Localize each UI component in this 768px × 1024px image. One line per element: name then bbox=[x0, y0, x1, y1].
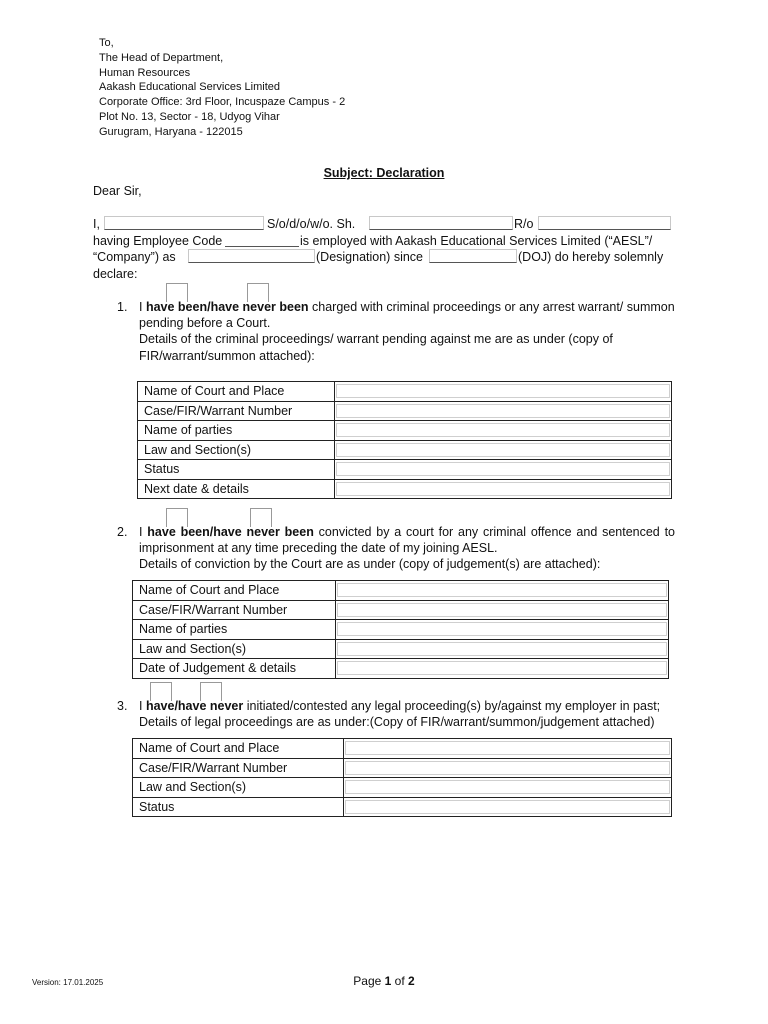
employee-name-field[interactable] bbox=[104, 216, 264, 230]
row-label: Name of Court and Place bbox=[138, 382, 335, 402]
legal-proceedings-table bbox=[132, 738, 672, 817]
row-value-field[interactable] bbox=[336, 423, 670, 437]
item-text: imprisonment at any time preceding the date of my joining AESL. bbox=[139, 541, 498, 556]
row-label: Name of Court and Place bbox=[133, 581, 336, 601]
address-line: Plot No. 13, Sector - 18, Udyog Vihar bbox=[99, 110, 280, 123]
emp-code-label: having Employee Code bbox=[93, 233, 223, 248]
table-row bbox=[138, 460, 672, 480]
page-number: Page 1 of 2 bbox=[353, 974, 415, 988]
employed-text: is employed with Aakash Educational Services Limited (“AESL”/ bbox=[300, 233, 653, 248]
criminal-proceedings-table bbox=[137, 381, 672, 499]
row-value-field[interactable] bbox=[337, 583, 667, 597]
row-value-field[interactable] bbox=[345, 761, 670, 775]
row-label: Name of Court and Place bbox=[133, 739, 344, 759]
row-label: Case/FIR/Warrant Number bbox=[138, 401, 335, 421]
father-husband-name-field[interactable] bbox=[369, 216, 513, 230]
address-line: Gurugram, Haryana - 122015 bbox=[99, 125, 243, 138]
conviction-table bbox=[132, 580, 669, 679]
row-value-field[interactable] bbox=[336, 384, 670, 398]
row-label: Name of parties bbox=[138, 421, 335, 441]
ro-label: R/o bbox=[514, 217, 534, 231]
employee-code-field[interactable] bbox=[225, 233, 299, 247]
designation-label: (Designation) since bbox=[316, 250, 423, 264]
row-label: Law and Section(s) bbox=[133, 778, 344, 798]
table-row bbox=[133, 739, 672, 759]
row-value-field[interactable] bbox=[336, 404, 670, 418]
row-label: Name of parties bbox=[133, 620, 336, 640]
table-row bbox=[133, 581, 669, 601]
company-as-label: “Company”) as bbox=[93, 250, 176, 264]
item-number: 2. bbox=[117, 525, 128, 539]
row-value-field[interactable] bbox=[336, 482, 670, 496]
row-label: Law and Section(s) bbox=[133, 639, 336, 659]
table-row bbox=[138, 382, 672, 402]
row-label: Date of Judgement & details bbox=[133, 659, 336, 679]
row-label: Status bbox=[133, 797, 344, 817]
declaration-paragraph bbox=[93, 216, 673, 282]
item-text: Details of the criminal proceedings/ warrant pending against me are as under (copy of bbox=[139, 332, 613, 347]
address-line: Corporate Office: 3rd Floor, Incuspaze Campus - 2 bbox=[99, 96, 346, 109]
doj-field[interactable] bbox=[429, 249, 517, 263]
table-row bbox=[133, 797, 672, 817]
table-row bbox=[138, 401, 672, 421]
row-value-field[interactable] bbox=[337, 661, 667, 675]
table-row bbox=[133, 600, 669, 620]
table-row bbox=[133, 620, 669, 640]
item-text: Details of conviction by the Court are as under (copy of judgement(s) are attached): bbox=[139, 557, 601, 572]
row-label: Next date & details bbox=[138, 479, 335, 499]
item-text: FIR/warrant/summon attached): bbox=[139, 348, 315, 363]
salutation: Dear Sir, bbox=[93, 184, 142, 198]
address-line: Human Resources bbox=[99, 66, 191, 79]
address-line: To, bbox=[99, 37, 114, 49]
row-value-field[interactable] bbox=[336, 462, 670, 476]
row-label: Case/FIR/Warrant Number bbox=[133, 758, 344, 778]
table-row bbox=[138, 440, 672, 460]
table-row bbox=[133, 659, 669, 679]
row-label: Law and Section(s) bbox=[138, 440, 335, 460]
residence-field[interactable] bbox=[538, 216, 671, 230]
row-value-field[interactable] bbox=[337, 622, 667, 636]
address-line: The Head of Department, bbox=[99, 51, 224, 64]
item-text: Details of legal proceedings are as under:(Copy of FIR/warrant/summon/judgement attached) bbox=[139, 715, 655, 730]
item-options: have/have never bbox=[145, 699, 244, 713]
table-row bbox=[133, 778, 672, 798]
subject-heading: Subject: Declaration bbox=[323, 166, 445, 180]
item-options: have been/have never been bbox=[145, 300, 309, 314]
i-label: I, bbox=[93, 217, 100, 231]
table-row bbox=[133, 639, 669, 659]
item-number: 1. bbox=[117, 300, 128, 314]
row-label: Status bbox=[138, 460, 335, 480]
recipient-address bbox=[99, 36, 345, 140]
designation-field[interactable] bbox=[188, 249, 315, 263]
row-value-field[interactable] bbox=[345, 780, 670, 794]
address-line: Aakash Educational Services Limited bbox=[99, 81, 280, 94]
doj-label: (DOJ) do hereby solemnly bbox=[518, 250, 664, 264]
row-value-field[interactable] bbox=[337, 642, 667, 656]
row-value-field[interactable] bbox=[336, 443, 670, 457]
item-text: pending before a Court. bbox=[139, 316, 271, 331]
table-row bbox=[138, 421, 672, 441]
relation-label: S/o/d/o/w/o. Sh. bbox=[267, 217, 356, 231]
item-options: have been/have never been bbox=[147, 525, 314, 539]
row-label: Case/FIR/Warrant Number bbox=[133, 600, 336, 620]
row-value-field[interactable] bbox=[337, 603, 667, 617]
row-value-field[interactable] bbox=[345, 741, 670, 755]
table-row bbox=[138, 479, 672, 499]
declare-label: declare: bbox=[93, 266, 138, 281]
version-label: Version: 17.01.2025 bbox=[32, 978, 104, 987]
row-value-field[interactable] bbox=[345, 800, 670, 814]
item-number: 3. bbox=[117, 699, 128, 713]
table-row bbox=[133, 758, 672, 778]
